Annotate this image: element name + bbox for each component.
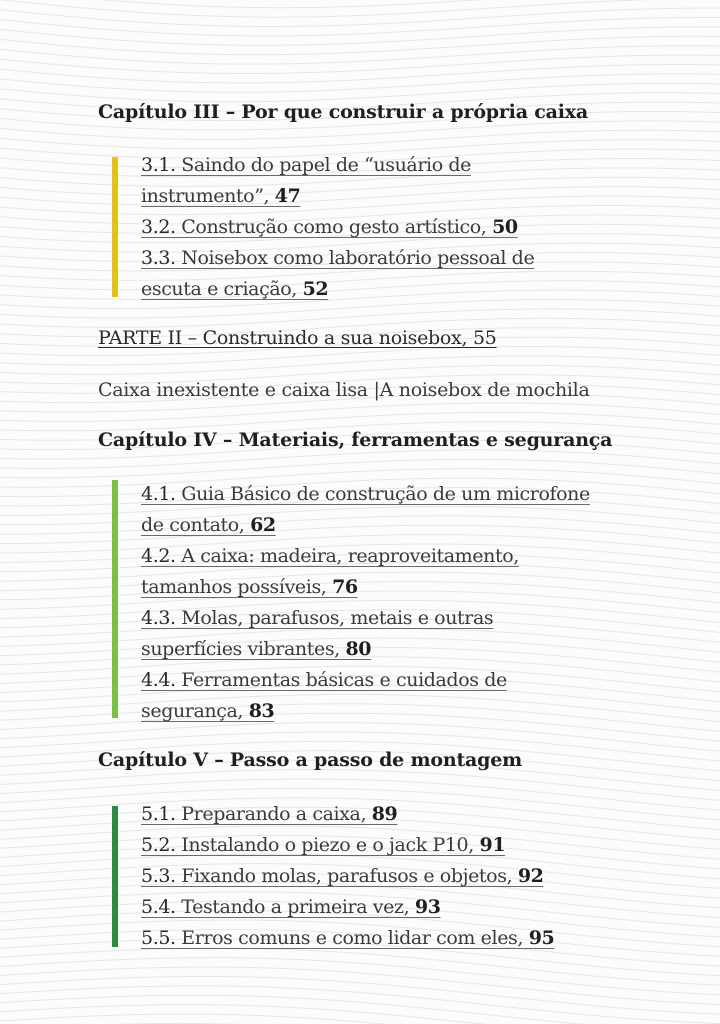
toc-entry-title: Testando a primeira vez, — [175, 896, 415, 918]
part-2-subtitle: Caixa inexistente e caixa lisa |A noisebox de mochila — [98, 379, 590, 401]
toc-entry-title: Molas, parafusos, metais e outras — [175, 607, 494, 629]
toc-entry[interactable] — [141, 212, 518, 242]
chapter-3-heading: Capítulo III – Por que construir a própria caixa — [98, 101, 588, 123]
toc-entry-number: 5.5. — [141, 927, 176, 949]
toc-entry[interactable] — [141, 892, 441, 922]
toc-entry-number: 5.4. — [141, 896, 176, 918]
toc-entry[interactable] — [141, 243, 534, 273]
toc-entry-page-number[interactable]: 92 — [517, 865, 544, 887]
toc-entry-title: instrumento”, — [141, 185, 275, 207]
toc-entry[interactable] — [141, 572, 358, 602]
part-2-link[interactable]: PARTE II – Construindo a sua noisebox, 55 — [98, 327, 497, 349]
chapter-4-accent-bar — [112, 480, 118, 718]
toc-entry[interactable] — [141, 181, 300, 211]
toc-entry-page-number[interactable]: 76 — [332, 576, 358, 598]
toc-entry-title: Noisebox como laboratório pessoal de — [175, 247, 535, 269]
toc-entry-number: 5.2. — [141, 834, 176, 856]
toc-entry-title: A caixa: madeira, reaproveitamento, — [175, 545, 519, 567]
toc-entry-number: 5.3. — [141, 865, 176, 887]
toc-entry-number: 4.1. — [141, 483, 176, 505]
toc-entry-number: 3.3. — [141, 247, 176, 269]
chapter-4-heading: Capítulo IV – Materiais, ferramentas e segurança — [98, 429, 613, 451]
toc-entry-title: Fixando molas, parafusos e objetos, — [175, 865, 518, 887]
toc-entry-page-number[interactable]: 93 — [414, 896, 441, 918]
toc-entry-title: tamanhos possíveis, — [141, 576, 333, 598]
toc-entry[interactable] — [141, 479, 590, 509]
toc-entry[interactable] — [141, 603, 493, 633]
toc-entry-number: 4.4. — [141, 669, 176, 691]
toc-entry-page-number[interactable]: 62 — [250, 514, 276, 536]
toc-entry-page-number[interactable]: 52 — [302, 278, 329, 300]
toc-entry-number: 3.1. — [141, 154, 176, 176]
toc-entry-title: Erros comuns e como lidar com eles, — [175, 927, 529, 949]
toc-entry-title: escuta e criação, — [141, 278, 303, 300]
toc-entry[interactable] — [141, 861, 543, 891]
toc-entry-title: superfícies vibrantes, — [141, 638, 346, 660]
toc-entry-title: Preparando a caixa, — [175, 803, 372, 825]
toc-entry-number: 4.2. — [141, 545, 176, 567]
toc-entry-page-number[interactable]: 83 — [248, 700, 275, 722]
toc-entry[interactable] — [141, 634, 371, 664]
chapter-5-heading: Capítulo V – Passo a passo de montagem — [98, 749, 523, 771]
toc-entry[interactable] — [141, 696, 274, 726]
toc-entry-page-number[interactable]: 95 — [528, 927, 555, 949]
toc-entry-page-number[interactable]: 80 — [345, 638, 372, 660]
toc-entry-page-number[interactable]: 47 — [274, 185, 301, 207]
toc-entry-title: de contato, — [141, 514, 251, 536]
toc-entry[interactable] — [141, 799, 397, 829]
toc-entry-title: Ferramentas básicas e cuidados de — [175, 669, 507, 691]
toc-entry[interactable] — [141, 510, 276, 540]
chapter-3-accent-bar — [112, 157, 118, 297]
chapter-5-accent-bar — [112, 806, 118, 947]
toc-entry[interactable] — [141, 665, 507, 695]
toc-entry[interactable] — [141, 830, 505, 860]
toc-entry-title: segurança, — [141, 700, 249, 722]
toc-entry-title: Instalando o piezo e o jack P10, — [175, 834, 480, 856]
toc-entry-number: 5.1. — [141, 803, 176, 825]
toc-entry-number: 4.3. — [141, 607, 176, 629]
toc-entry[interactable] — [141, 923, 554, 953]
toc-entry[interactable] — [141, 274, 328, 304]
toc-entry-title: Saindo do papel de “usuário de — [175, 154, 472, 176]
toc-entry-page-number[interactable]: 50 — [492, 216, 518, 238]
toc-entry-page-number[interactable]: 89 — [371, 803, 398, 825]
toc-entry-title: Guia Básico de construção de um microfone — [175, 483, 590, 505]
toc-entry-page-number[interactable]: 91 — [479, 834, 506, 856]
toc-entry[interactable] — [141, 150, 471, 180]
toc-entry-title: Construção como gesto artístico, — [175, 216, 493, 238]
toc-entry-number: 3.2. — [141, 216, 176, 238]
toc-entry[interactable] — [141, 541, 519, 571]
